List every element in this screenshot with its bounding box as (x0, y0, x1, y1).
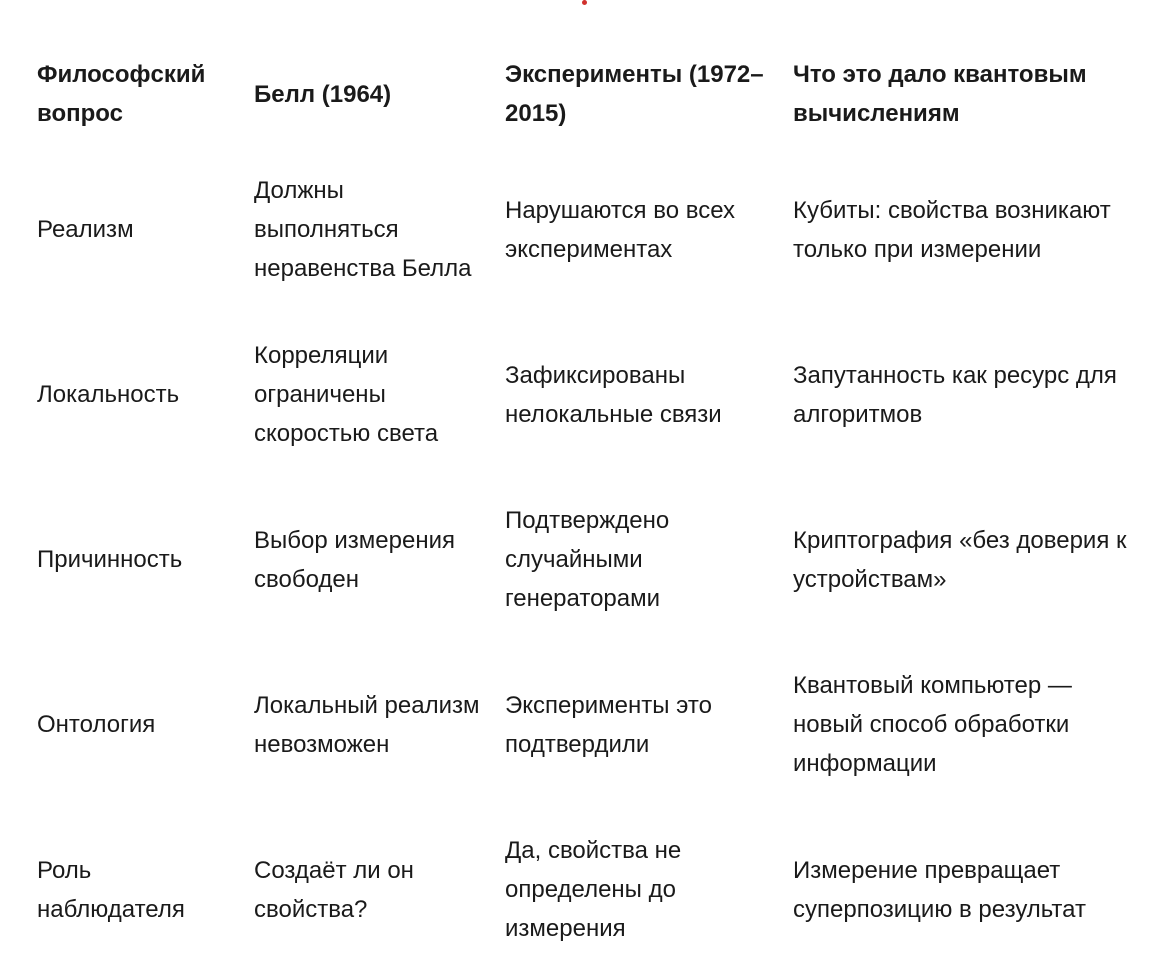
cell-question: Реализм (37, 216, 134, 243)
table-row (29, 807, 1139, 972)
cell-quantum-computing: Кубиты: свойства возникают только при измерении (793, 196, 1111, 263)
cell-bell: Должны выполняться неравенства Белла (254, 177, 472, 282)
cell-quantum-computing: Криптография «без доверия к устройствам» (793, 526, 1127, 593)
cell-bell: Локальный реализм невозможен (254, 691, 480, 758)
cell-experiments: Да, свойства не определены до измерения (505, 837, 682, 942)
cell-experiments: Эксперименты это подтвердили (505, 691, 712, 758)
cell-experiments: Зафиксированы нелокальные связи (505, 361, 722, 428)
cell-question: Роль наблюдателя (37, 856, 185, 923)
table-row (29, 477, 1139, 642)
cell-question: Онтология (37, 711, 156, 738)
cell-quantum-computing: Запутанность как ресурс для алгоритмов (793, 361, 1117, 428)
header-experiments: Эксперименты (1972–2015) (505, 61, 764, 127)
cell-quantum-computing: Квантовый компьютер — новый способ обработки информации (793, 672, 1072, 777)
cell-bell: Выбор измерения свободен (254, 526, 455, 593)
cell-bell: Корреляции ограничены скоростью света (254, 342, 439, 447)
table-row (29, 147, 1139, 312)
table-row (29, 312, 1139, 477)
cell-experiments: Нарушаются во всех экспериментах (505, 196, 736, 263)
comparison-table (29, 42, 1139, 972)
header-quantum-computing: Что это дало квантовым вычислениям (793, 61, 1087, 127)
red-dot-marker (582, 0, 587, 5)
cell-question: Причинность (37, 546, 183, 573)
cell-experiments: Подтверждено случайными генераторами (505, 507, 670, 612)
cell-bell: Создаёт ли он свойства? (254, 856, 414, 923)
header-question: Философский вопрос (37, 61, 206, 127)
header-bell: Белл (1964) (254, 80, 392, 108)
cell-quantum-computing: Измерение превращает суперпозицию в результат (793, 856, 1086, 923)
table-header-row (29, 42, 1139, 147)
table-row (29, 642, 1139, 807)
cell-question: Локальность (37, 381, 180, 408)
